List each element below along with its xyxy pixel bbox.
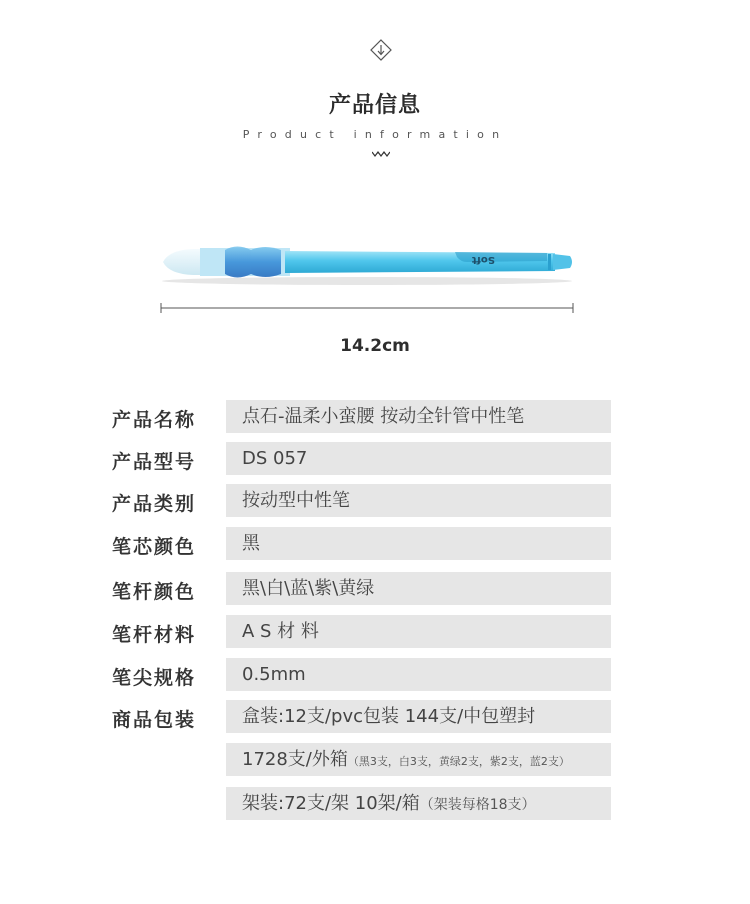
spec-value-barrel-color: 黑\白\蓝\紫\黄绿 [226, 572, 611, 605]
spec-label-refill-color: 笔芯颜色 [112, 536, 197, 558]
spec-value-packaging-rack [226, 787, 611, 820]
down-arrow-circle-icon [370, 39, 392, 61]
spec-value-name: 点石-温柔小蛮腰 按动全针管中性笔 [226, 400, 611, 433]
spec-value-model: DS 057 [226, 442, 611, 475]
svg-text:Soft: Soft [471, 254, 495, 265]
pen-image [155, 235, 580, 290]
spec-value-category: 按动型中性笔 [226, 484, 611, 517]
page-title: 产品信息 [328, 93, 421, 118]
spec-value-packaging-carton [226, 743, 611, 776]
spec-value-tip-size: 0.5mm [226, 658, 611, 691]
spec-label-tip-size: 笔尖规格 [112, 667, 197, 689]
spec-value-refill-color: 黑 [226, 527, 611, 560]
page-subtitle: Product information [242, 128, 508, 141]
packaging-rack-text: 架装:72支/架 10架/箱 [242, 793, 420, 814]
packaging-carton-note: （黑3支，白3支，黄绿2支，紫2支，蓝2支） [347, 755, 570, 768]
length-dimension-line [160, 302, 574, 314]
length-label: 14.2cm [340, 336, 410, 356]
spec-value-packaging: 盒装:12支/pvc包装 144支/中包塑封 [226, 700, 611, 733]
spec-label-category: 产品类别 [112, 493, 197, 515]
spec-label-model: 产品型号 [112, 451, 197, 473]
spec-label-packaging: 商品包装 [112, 709, 197, 731]
spec-label-barrel-material: 笔杆材料 [112, 624, 197, 646]
packaging-carton-text: 1728支/外箱 [242, 749, 348, 770]
spec-value-barrel-material: A S 材 料 [226, 615, 611, 648]
spec-label-barrel-color: 笔杆颜色 [112, 581, 197, 603]
wave-icon [372, 150, 390, 158]
packaging-rack-note: （架装每格18支） [419, 797, 536, 813]
spec-label-name: 产品名称 [112, 409, 197, 431]
